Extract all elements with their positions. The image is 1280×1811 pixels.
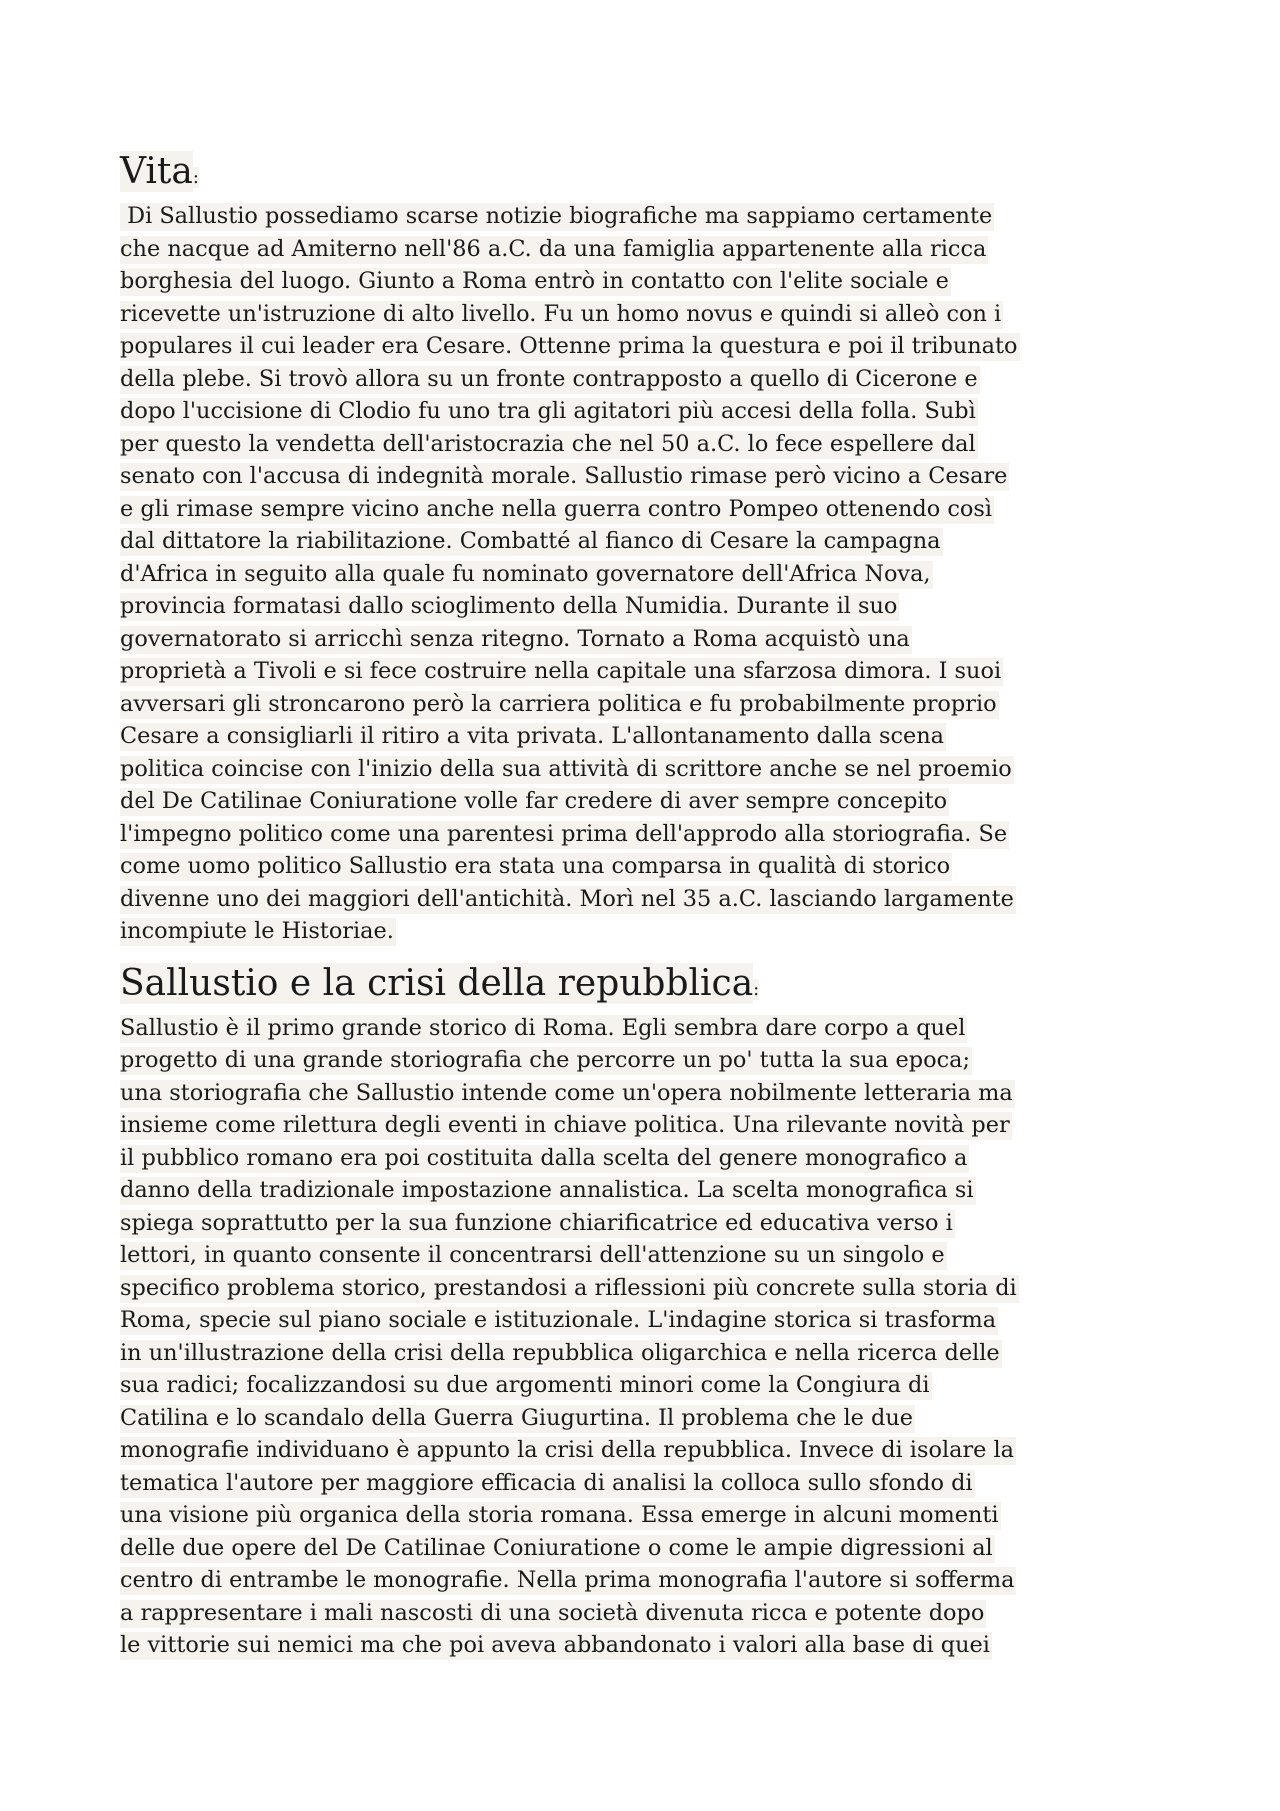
text-line-content: Cesare a consigliarli il ritiro a vita privata. L'allontanamento dalla scena <box>120 723 945 749</box>
text-line <box>120 915 1180 948</box>
text-line <box>120 1532 1180 1565</box>
text-line <box>120 1434 1180 1467</box>
text-line-content: tematica l'autore per maggiore efficacia di analisi la colloca sullo sfondo di <box>120 1469 973 1496</box>
text-line-content: l'impegno politico come una parentesi prima dell'approdo alla storiografia. Se <box>120 820 1008 847</box>
text-line <box>120 1207 1180 1240</box>
text-line-content: lettori, in quanto consente il concentrarsi dell'attenzione su un singolo e <box>120 1242 945 1268</box>
text-line-content: senato con l'accusa di indegnità morale. Sallustio rimase però vicino a Cesare <box>120 463 1008 489</box>
text-line <box>120 1597 1180 1630</box>
heading-colon: : <box>753 978 760 1000</box>
text-line <box>120 493 1180 526</box>
text-line-content: incompiute le Historiae. <box>120 918 394 944</box>
text-line-content: provincia formatasi dallo scioglimento della Numidia. Durante il suo <box>120 593 898 619</box>
text-line <box>120 1109 1180 1142</box>
text-line-content: d'Africa in seguito alla quale fu nominato governatore dell'Africa Nova, <box>120 560 931 587</box>
section-heading <box>120 150 1180 200</box>
text-line-content: danno della tradizionale impostazione annalistica. La scelta monografica si <box>120 1177 974 1203</box>
text-line-content: specifico problema storico, prestandosi a riflessioni più concrete sulla storia di <box>120 1274 1017 1301</box>
text-line-content: Sallustio è il primo grande storico di Roma. Egli sembra dare corpo a quel <box>120 1014 966 1041</box>
text-line <box>120 525 1180 558</box>
text-line <box>120 1337 1180 1370</box>
section-body <box>120 1012 1180 1662</box>
text-line <box>120 1304 1180 1337</box>
text-line-content: sua radici; focalizzandosi su due argomenti minori come la Congiura di <box>120 1372 930 1398</box>
text-line-content: che nacque ad Amiterno nell'86 a.C. da una famiglia appartenente alla ricca <box>120 235 987 262</box>
text-line-content: proprietà a Tivoli e si fece costruire nella capitale una sfarzosa dimora. I suoi <box>120 658 1002 684</box>
text-line <box>120 1467 1180 1500</box>
section-crisi-repubblica <box>120 962 1180 1662</box>
text-line-content: Catilina e lo scandalo della Guerra Giugurtina. Il problema che le due <box>120 1404 914 1431</box>
text-line-content: Di Sallustio possediamo scarse notizie biografiche ma sappiamo certamente <box>120 203 993 229</box>
text-line <box>120 1629 1180 1662</box>
text-line <box>120 720 1180 753</box>
text-line-content: del De Catilinae Coniuratione volle far credere di aver sempre concepito <box>120 788 948 814</box>
text-line-content: insieme come rilettura degli eventi in chiave politica. Una rilevante novità per <box>120 1112 1010 1138</box>
text-line <box>120 330 1180 363</box>
text-line-content: per questo la vendetta dell'aristocrazia che nel 50 a.C. lo fece espellere dal <box>120 430 976 457</box>
heading-title: Vita <box>120 151 193 192</box>
text-line-content: delle due opere del De Catilinae Coniuratione o come le ampie digressioni al <box>120 1534 993 1561</box>
text-line <box>120 1499 1180 1532</box>
text-line <box>120 850 1180 883</box>
text-line <box>120 655 1180 688</box>
text-line-content: avversari gli stroncarono però la carriera politica e fu probabilmente proprio <box>120 690 997 717</box>
text-line <box>120 558 1180 591</box>
text-line-content: in un'illustrazione della crisi della repubblica oligarchica e nella ricerca delle <box>120 1339 1000 1366</box>
text-line <box>120 623 1180 656</box>
text-line <box>120 1012 1180 1045</box>
text-line-content: ricevette un'istruzione di alto livello. Fu un homo novus e quindi si alleò con i <box>120 300 1002 327</box>
text-line-content: il pubblico romano era poi costituita dalla scelta del genere monografico a <box>120 1144 968 1171</box>
text-line-content: della plebe. Si trovò allora su un fronte contrapposto a quello di Cicerone e <box>120 365 978 392</box>
text-line-content: progetto di una grande storiografia che percorre un po' tutta la sua epoca; <box>120 1047 971 1073</box>
text-line-content: centro di entrambe le monografie. Nella prima monografia l'autore si sofferma <box>120 1567 1015 1593</box>
section-heading <box>120 962 1180 1012</box>
text-line <box>120 395 1180 428</box>
text-line <box>120 688 1180 721</box>
text-line-content: una visione più organica della storia romana. Essa emerge in alcuni momenti <box>120 1502 999 1528</box>
text-line <box>120 1174 1180 1207</box>
text-line <box>120 1077 1180 1110</box>
text-line <box>120 1142 1180 1175</box>
text-line-content: le vittorie sui nemici ma che poi aveva abbandonato i valori alla base di quei <box>120 1632 990 1658</box>
text-line <box>120 1402 1180 1435</box>
text-line-content: una storiografia che Sallustio intende come un'opera nobilmente letteraria ma <box>120 1079 1013 1106</box>
text-line <box>120 753 1180 786</box>
text-line-content: come uomo politico Sallustio era stata una comparsa in qualità di storico <box>120 853 951 879</box>
text-line-content: dopo l'uccisione di Clodio fu uno tra gli agitatori più accesi della folla. Subì <box>120 398 976 424</box>
document-page <box>120 150 1180 1662</box>
text-line-content: politica coincise con l'inizio della sua attività di scrittore anche se nel proemio <box>120 755 1012 782</box>
text-line-content: governatorato si arricchì senza ritegno. Tornato a Roma acquistò una <box>120 625 910 652</box>
text-line <box>120 1272 1180 1305</box>
section-vita <box>120 150 1180 948</box>
text-line <box>120 590 1180 623</box>
text-line <box>120 1044 1180 1077</box>
text-line-content: populares il cui leader era Cesare. Ottenne prima la questura e poi il tribunato <box>120 333 1018 359</box>
text-line <box>120 785 1180 818</box>
text-line-content: e gli rimase sempre vicino anche nella guerra contro Pompeo ottenendo così <box>120 495 992 522</box>
heading-colon: : <box>192 167 199 188</box>
text-line-content: Roma, specie sul piano sociale e istituzionale. L'indagine storica si trasforma <box>120 1307 997 1333</box>
section-body <box>120 200 1180 948</box>
text-line-content: borghesia del luogo. Giunto a Roma entrò in contatto con l'elite sociale e <box>120 268 949 294</box>
text-line <box>120 200 1180 233</box>
text-line-content: monografie individuano è appunto la crisi della repubblica. Invece di isolare la <box>120 1437 1015 1463</box>
text-line-content: divenne uno dei maggiori dell'antichità. Morì nel 35 a.C. lasciando largamente <box>120 885 1014 912</box>
text-line-content: spiega soprattutto per la sua funzione chiarificatrice ed educativa verso i <box>120 1209 953 1236</box>
heading-title: Sallustio e la crisi della repubblica <box>120 962 754 1004</box>
text-line <box>120 818 1180 851</box>
text-line <box>120 363 1180 396</box>
text-line-content: a rappresentare i mali nascosti di una società divenuta ricca e potente dopo <box>120 1599 985 1626</box>
text-line <box>120 460 1180 493</box>
text-line <box>120 428 1180 461</box>
text-line <box>120 233 1180 266</box>
text-line <box>120 1239 1180 1272</box>
text-line-content: dal dittatore la riabilitazione. Combatté al fianco di Cesare la campagna <box>120 528 941 554</box>
text-line <box>120 298 1180 331</box>
text-line <box>120 265 1180 298</box>
text-line <box>120 1369 1180 1402</box>
text-line <box>120 1564 1180 1597</box>
text-line <box>120 883 1180 916</box>
